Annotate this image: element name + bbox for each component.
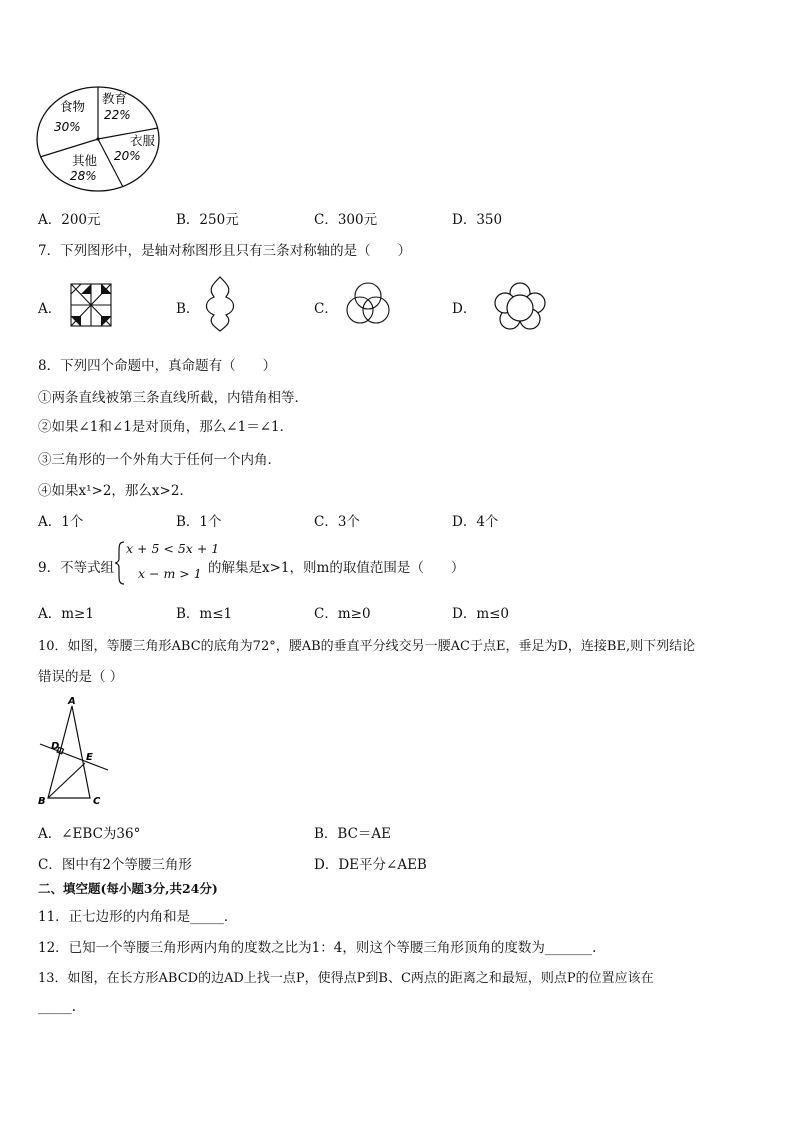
pie-label-other: 其他	[72, 153, 98, 168]
figure-label-c: C	[93, 796, 101, 807]
q11-question: 11．正七边形的内角和是_____．	[38, 909, 238, 925]
pie-label-education: 教育	[102, 91, 128, 106]
q8-option-d[interactable]: D．4个	[452, 514, 499, 530]
pie-pct-education: 22%	[104, 108, 131, 122]
pie-center	[96, 137, 99, 140]
q8-question: 8．下列四个命题中，真命题有（ ）	[38, 358, 277, 374]
q8-option-a[interactable]: A．1个	[38, 514, 84, 530]
q9-inequality-2: x − m > 1	[138, 566, 202, 581]
pie-label-clothes: 衣服	[130, 133, 156, 148]
pie-pct-clothes: 20%	[114, 149, 141, 163]
q7-label-c[interactable]: C．	[314, 301, 338, 317]
q10-option-a[interactable]: A．∠EBC为36°	[38, 826, 141, 842]
q9-prefix: 9．不等式组	[38, 560, 115, 576]
q7-label-d[interactable]: D．	[452, 301, 477, 317]
q10-option-c[interactable]: C．图中有2个等腰三角形	[38, 857, 192, 873]
figure-label-e: E	[86, 752, 93, 763]
pie-pct-other: 28%	[70, 169, 97, 183]
q8-item-3: ③三角形的一个外角大于任何一个内角．	[38, 452, 281, 468]
q8-item-1: ①两条直线被第三条直线所截，内错角相等．	[38, 390, 308, 406]
q9-brace-icon	[114, 540, 126, 586]
q7-label-a[interactable]: A．	[38, 301, 62, 317]
pie-chart	[34, 85, 166, 197]
q7-question: 7．下列图形中，是轴对称图形且只有三条对称轴的是（ ）	[38, 243, 412, 259]
q9-option-d[interactable]: D．m≤0	[452, 606, 510, 622]
q6-option-b[interactable]: B．250元	[176, 212, 239, 228]
q13-question-line-1: 13．如图，在长方形ABCD的边AD上找一点P，使得点P到B、C两点的距离之和最短，则点P的位置应该在	[38, 971, 654, 986]
q8-item-4: ④如果x¹>2，那么x>2．	[38, 483, 193, 499]
q7-figure-a-pinwheel-icon[interactable]	[69, 282, 113, 328]
q9-suffix: 的解集是x>1，则m的取值范围是（ ）	[208, 560, 465, 576]
q7-figure-d-flower-icon[interactable]	[492, 281, 548, 333]
q10-option-b[interactable]: B．BC＝AE	[314, 826, 392, 842]
q9-option-a[interactable]: A．m≥1	[38, 606, 94, 622]
q8-item-2: ②如果∠1和∠1是对顶角，那么∠1＝∠1．	[38, 419, 294, 435]
section-2-title: 二、填空题(每小题3分,共24分)	[38, 881, 218, 896]
q7-label-b[interactable]: B．	[176, 301, 200, 317]
pie-pct-food: 30%	[54, 120, 81, 134]
pie-divider-bottom	[98, 139, 123, 187]
pie-label-food: 食物	[60, 99, 86, 114]
q10-option-d[interactable]: D．DE平分∠AEB	[314, 857, 427, 873]
q12-question: 12．已知一个等腰三角形两内角的度数之比为1：4，则这个等腰三角形顶角的度数为_______.	[38, 940, 597, 956]
q9-option-c[interactable]: C．m≥0	[314, 606, 371, 622]
q13-question-line-2: _____.	[38, 999, 77, 1015]
figure-label-a: A	[68, 696, 76, 707]
q10-triangle-figure	[34, 694, 114, 808]
q8-option-b[interactable]: B．1个	[176, 514, 222, 530]
figure-label-d: D	[51, 741, 60, 752]
q10-question-line-2: 错误的是（ ）	[38, 669, 124, 685]
q6-option-d[interactable]: D．350	[452, 212, 503, 228]
q7-figure-b-vase-icon[interactable]	[202, 275, 238, 333]
q7-figure-c-triquetra-icon[interactable]	[343, 280, 393, 326]
q6-option-a[interactable]: A．200元	[38, 212, 101, 228]
q8-option-c[interactable]: C．3个	[314, 514, 360, 530]
q10-question-line-1: 10．如图，等腰三角形ABC的底角为72°，腰AB的垂直平分线交另一腰AC于点E，垂足为D，连接BE,则下列结论	[38, 639, 696, 654]
q6-option-c[interactable]: C．300元	[314, 212, 378, 228]
q9-option-b[interactable]: B．m≤1	[176, 606, 233, 622]
figure-label-b: B	[38, 796, 46, 807]
q9-inequality-1: x + 5 < 5x + 1	[126, 541, 220, 556]
